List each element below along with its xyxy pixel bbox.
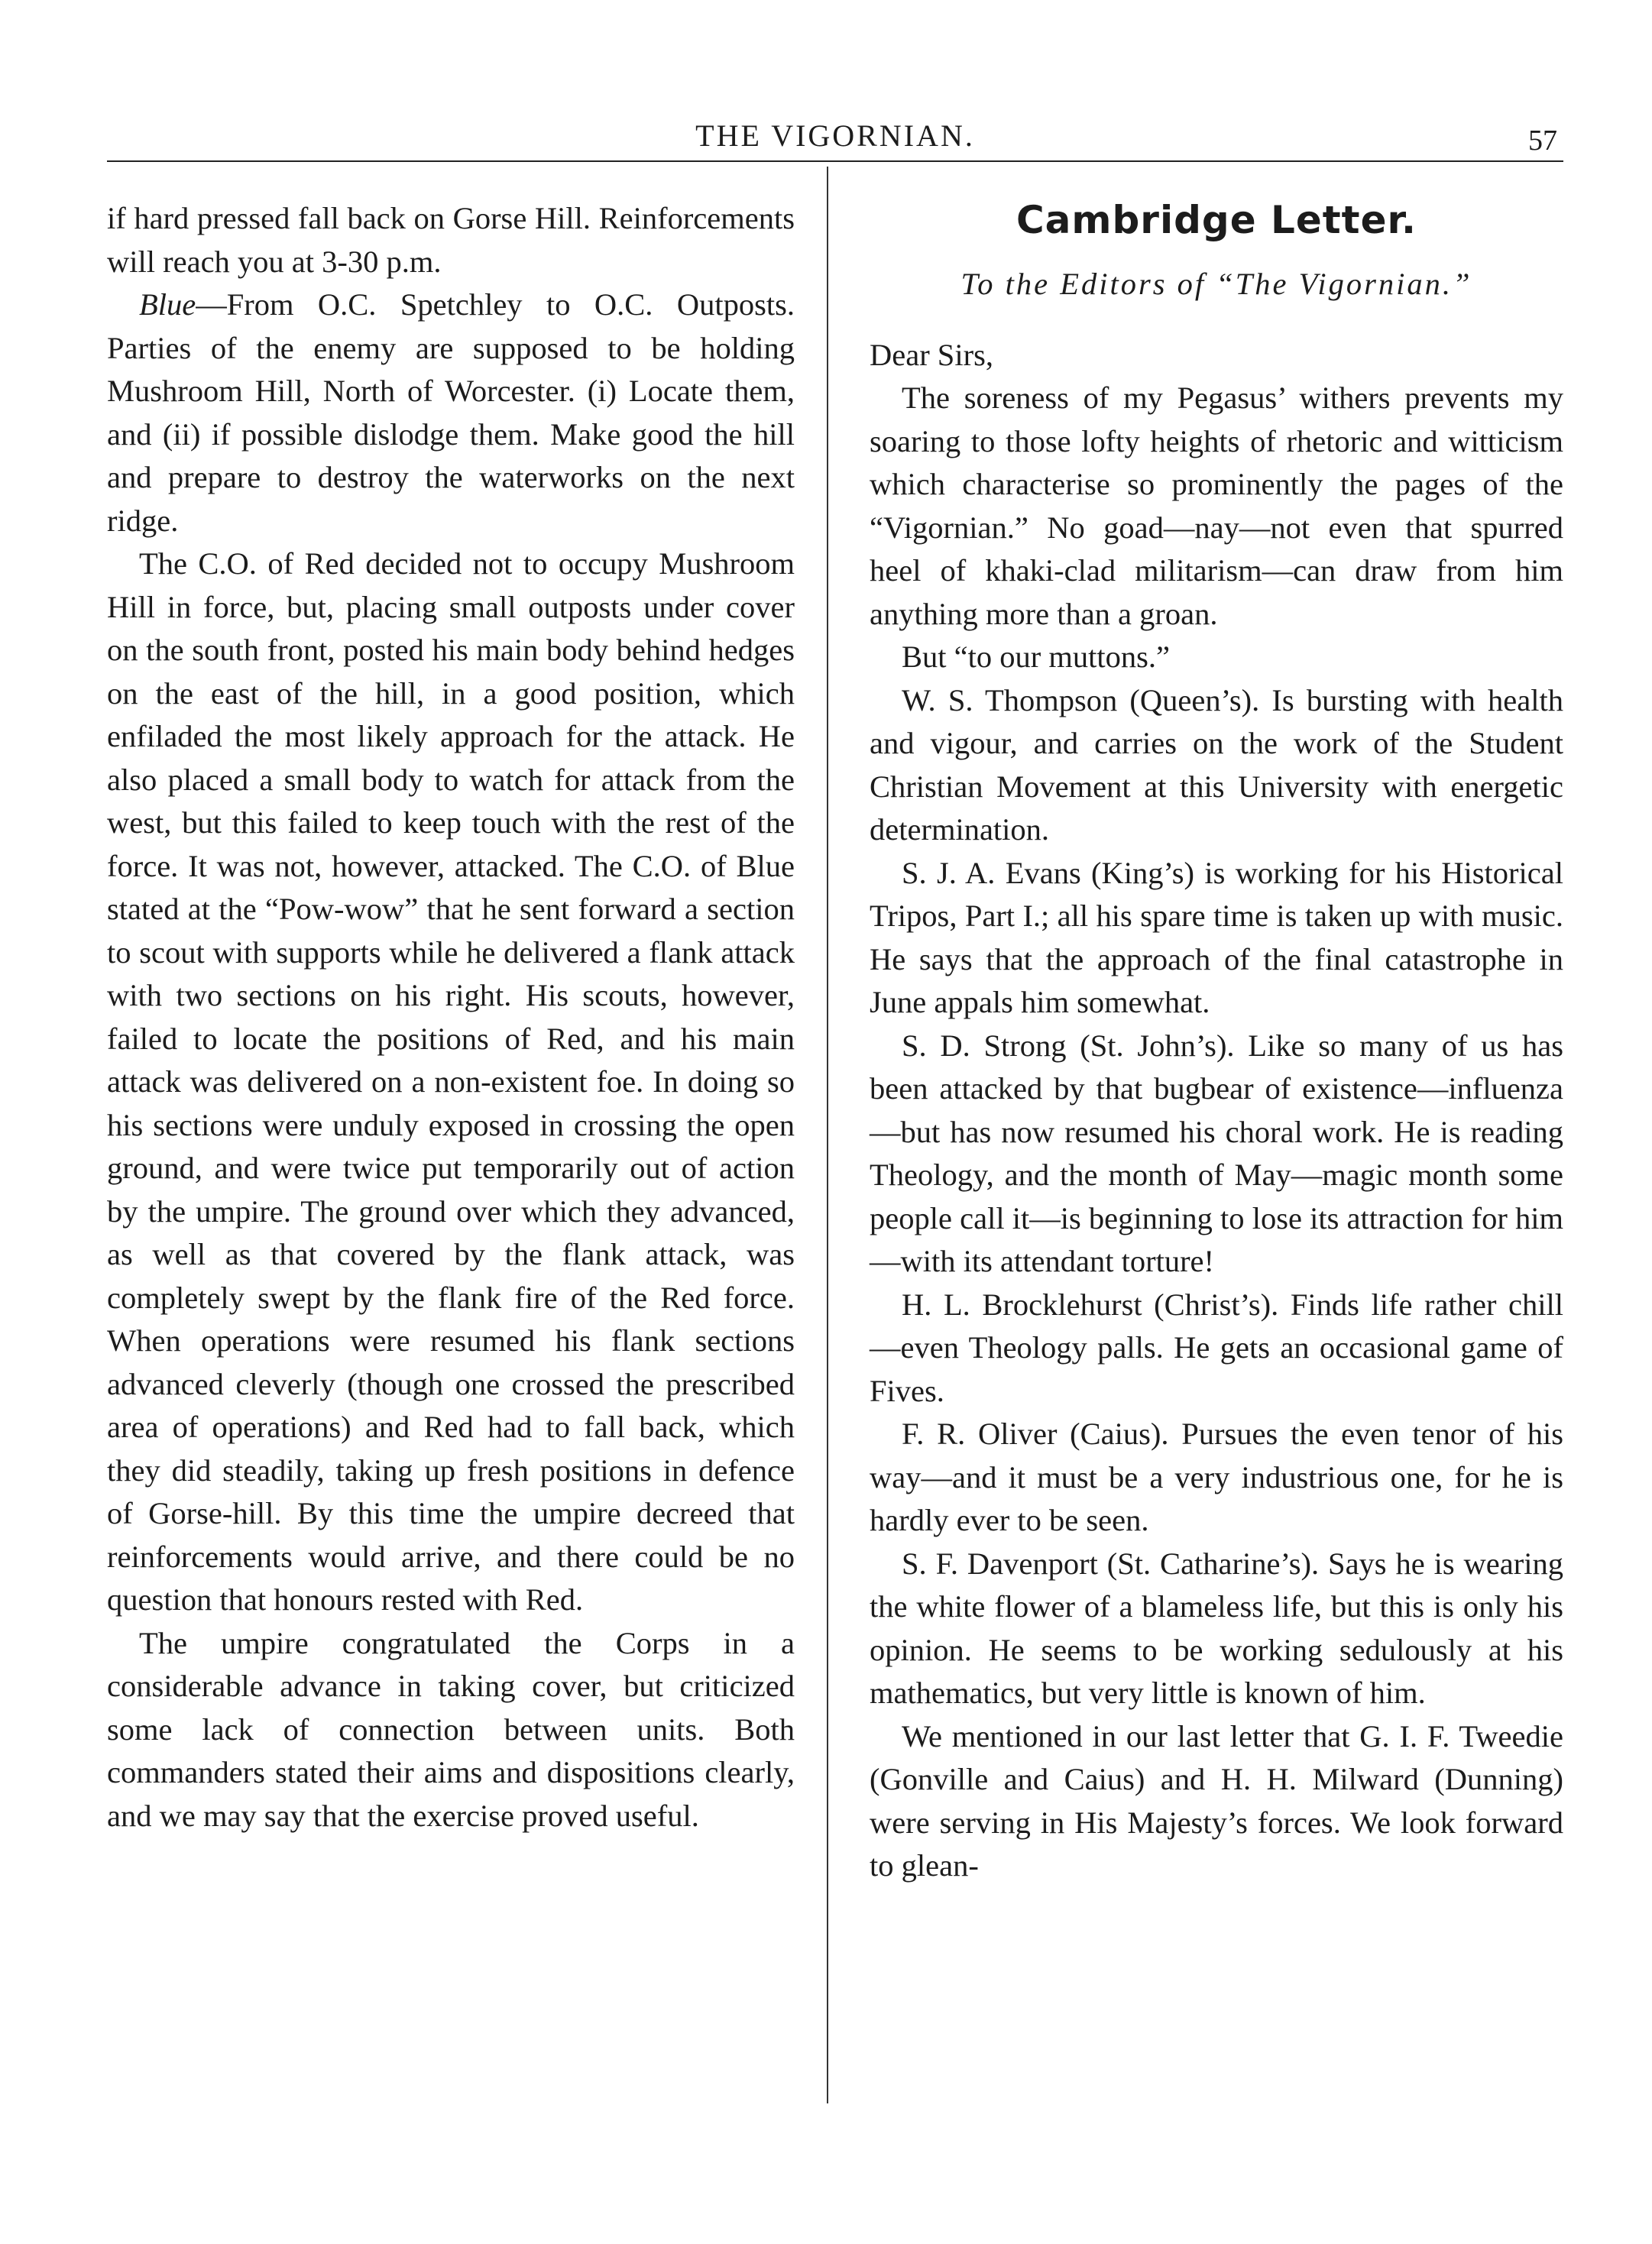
blue-orders-text: —From O.C. Spetchley to O.C. Outposts. Parties of the enemy are supposed to be holding Mushroom Hill, North of Worcester. (i) Locate them, and (ii) if possible dislodge them. Make good the hill and prepare to destroy the waterworks on the next ridge.: [107, 287, 795, 538]
left-paragraph-3: The C.O. of Red decided not to occupy Mushroom Hill in force, but, placing small outposts under cover on the south front, posted his main body behind hedges on the east of the hill, in a good position, which enfiladed the most likely approach for the attack. He also placed a small body to watch for attack from the west, but this failed to keep touch with the rest of the force. It was not, however, attacked. The C.O. of Blue stated at the “Pow-wow” that he sent forward a section to scout with supports while he delivered a flank attack with two sections on his right. His scouts, however, failed to locate the positions of Red, and his main attack was delivered on a non-existent foe. In doing so his sections were unduly exposed in crossing the open ground, and were twice put temporarily out of action by the umpire. The ground over which they advanced, as well as that covered by the flank attack, was completely swept by the flank fire of the Red force. When operations were resumed his flank sections advanced cleverly (though one crossed the prescribed area of operations) and Red had to fall back, which they did steadily, taking up fresh positions in defence of Gorse-hill. By this time the umpire decreed that reinforcements would arrive, and there could be no question that honours rested with Red.: [107, 546, 795, 1617]
letter-paragraph: S. J. A. Evans (King’s) is working for his Historical Tripos, Part I.; all his spare time is taken up with music. He says that the approach of the final catastrophe in June appals him somewhat.: [870, 855, 1563, 1019]
running-title: THE VIGORNIAN.: [695, 118, 975, 153]
letter-paragraph: S. F. Davenport (St. Catharine’s). Says he is wearing the white flower of a blameless life, but this is only his opinion. He seems to be working sedulously at his mathematics, but very little is known of him.: [870, 1546, 1563, 1710]
column-rule: [827, 167, 828, 2103]
blue-label: Blue: [139, 287, 196, 322]
letter-paragraph: W. S. Thompson (Queen’s). Is bursting with health and vigour, and carries on the work of the Student Christian Movement at this University with energetic determination.: [870, 682, 1563, 847]
article-heading: Cambridge Letter.: [1015, 198, 1417, 242]
letter-paragraph: H. L. Brocklehurst (Christ’s). Finds life rather chill—even Theology palls. He gets an occasional game of Fives.: [870, 1287, 1563, 1408]
right-column: [870, 197, 1563, 1888]
letter-paragraph: But “to our muttons.”: [902, 640, 1170, 674]
left-paragraph-1: if hard pressed fall back on Gorse Hill. Reinforcements will reach you at 3-30 p.m.: [107, 201, 795, 279]
page-header: [107, 113, 1563, 162]
article-dedication: To the Editors of “The Vigornian.”: [960, 267, 1472, 301]
salutation: Dear Sirs,: [870, 337, 993, 372]
letter-paragraph: We mentioned in our last letter that G. I. F. Tweedie (Gonville and Caius) and H. H. Milward (Dunning) were serving in His Majesty’s forces. We look forward to glean-: [870, 1718, 1563, 1883]
letter-paragraph: F. R. Oliver (Caius). Pursues the even tenor of his way—and it must be a very industrious one, for he is hardly ever to be seen.: [870, 1417, 1563, 1537]
page-number: 57: [1528, 125, 1557, 157]
header-rule: [107, 160, 1563, 162]
letter-paragraph: The soreness of my Pegasus’ withers prevents my soaring to those lofty heights of rhetoric and witticism which characterise so prominently the pages of the “Vigornian.” No goad—nay—not even that spurred heel of khaki-clad militarism—can draw from him anything more than a groan.: [870, 380, 1563, 631]
left-paragraph-4: The umpire congratulated the Corps in a considerable advance in taking cover, but criticized some lack of connection between units. Both commanders stated their aims and dispositions clearly, and we may say that the exercise proved useful.: [107, 1625, 795, 1833]
left-column: [107, 197, 795, 1838]
letter-paragraph: S. D. Strong (St. John’s). Like so many of us has been attacked by that bugbear of existence—influenza—but has now resumed his choral work. He is reading Theology, and the month of May—magic month some people call it—is beginning to lose its attraction for him—with its attendant torture!: [870, 1028, 1563, 1278]
left-paragraph-2: [107, 283, 795, 542]
